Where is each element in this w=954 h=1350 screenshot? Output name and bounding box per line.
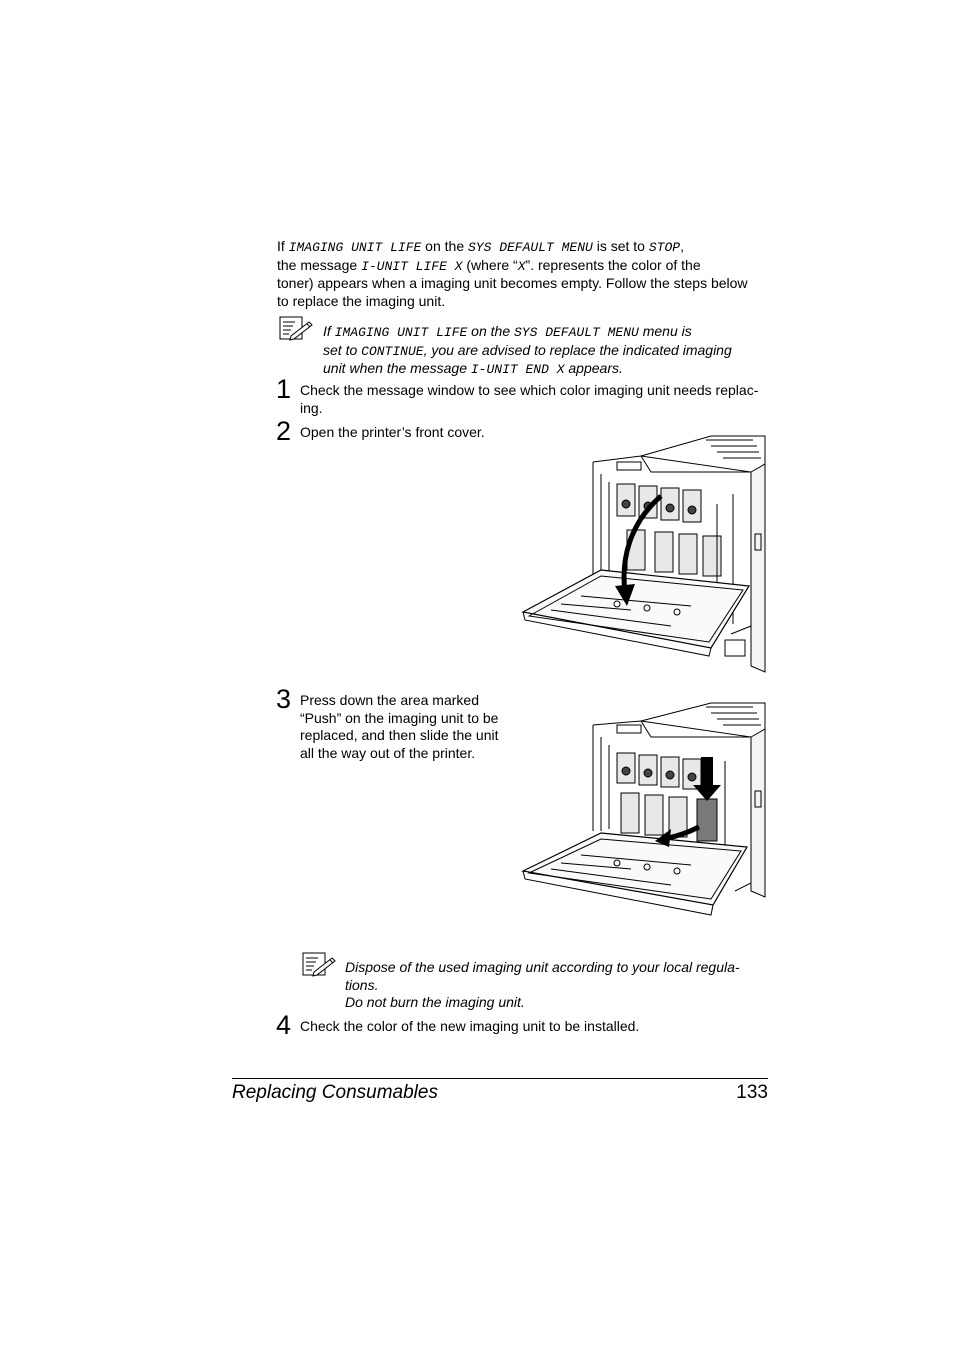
intro-code-i-unit-life: I-UNIT LIFE X	[361, 258, 463, 274]
step-1-line-1: Check the message window to see which color imaging unit needs replac-	[300, 382, 759, 398]
note-text: set to	[323, 341, 362, 358]
intro-text: the message	[277, 256, 362, 273]
intro-line-1	[277, 238, 777, 257]
note-1-line-1	[323, 323, 773, 342]
intro-text: (where “	[462, 256, 518, 273]
intro-text: is set to	[592, 238, 649, 254]
note-code-i-unit-end: I-UNIT END X	[470, 362, 565, 378]
step-2-number: 2	[276, 416, 292, 446]
step-3-line-3: replaced, and then slide the unit	[300, 727, 499, 744]
step-3-number: 3	[276, 684, 292, 714]
note-text: menu is	[638, 323, 692, 339]
step-2-text: Open the printer’s front cover.	[300, 424, 485, 440]
intro-text: on the	[421, 238, 468, 254]
printer-remove-imaging-unit-illustration	[521, 701, 766, 919]
intro-code-stop: STOP	[648, 240, 681, 255]
step-1-line-2: ing.	[300, 399, 323, 416]
printer-open-cover-illustration	[521, 434, 766, 674]
intro-code-sys-default-menu: SYS DEFAULT MENU	[468, 240, 593, 255]
note-2	[345, 959, 770, 1012]
note-pencil-icon	[302, 952, 338, 978]
note-2-line-3: Do not burn the imaging unit.	[345, 994, 525, 1011]
intro-paragraph	[277, 238, 777, 310]
intro-code-imaging-unit-life: IMAGING UNIT LIFE	[288, 240, 422, 255]
footer-page-number: 133	[736, 1082, 768, 1103]
step-1-text	[300, 382, 775, 417]
intro-line-4: to replace the imaging unit.	[277, 292, 446, 309]
note-text: unit when the message	[323, 360, 471, 377]
note-text: appears.	[564, 360, 623, 377]
intro-text: If	[277, 238, 289, 254]
intro-text: ,	[680, 238, 684, 254]
step-1-number: 1	[276, 374, 292, 404]
note-text: , you are advised to replace the indicated imaging	[423, 341, 732, 358]
step-3-line-1: Press down the area marked	[300, 692, 479, 708]
intro-line-2	[277, 257, 777, 276]
step-4-number: 4	[276, 1010, 292, 1040]
intro-line-3: toner) appears when a imaging unit becomes empty. Follow the steps below	[277, 275, 748, 292]
step-3-text	[300, 692, 515, 762]
note-2-line-1: Dispose of the used imaging unit according to your local regula-	[345, 959, 740, 975]
note-pencil-icon	[279, 316, 315, 342]
intro-code-x: X	[517, 258, 526, 274]
note-code-sys-default-menu: SYS DEFAULT MENU	[514, 325, 639, 340]
step-3-line-2: “Push” on the imaging unit to be	[300, 709, 499, 726]
footer-section-title: Replacing Consumables	[232, 1082, 438, 1103]
footer-divider	[232, 1078, 768, 1079]
intro-text: ”. represents the color of the	[525, 256, 701, 273]
note-1-line-2	[323, 342, 773, 361]
note-code-imaging-unit-life: IMAGING UNIT LIFE	[334, 325, 468, 340]
note-2-line-2: tions.	[345, 976, 379, 993]
step-3-line-4: all the way out of the printer.	[300, 744, 476, 761]
note-1	[323, 323, 773, 379]
note-text: on the	[467, 323, 514, 339]
step-4-text: Check the color of the new imaging unit to be installed.	[300, 1018, 640, 1034]
note-text: If	[323, 323, 335, 339]
note-code-continue: CONTINUE	[361, 343, 424, 359]
note-1-line-3	[323, 360, 773, 379]
